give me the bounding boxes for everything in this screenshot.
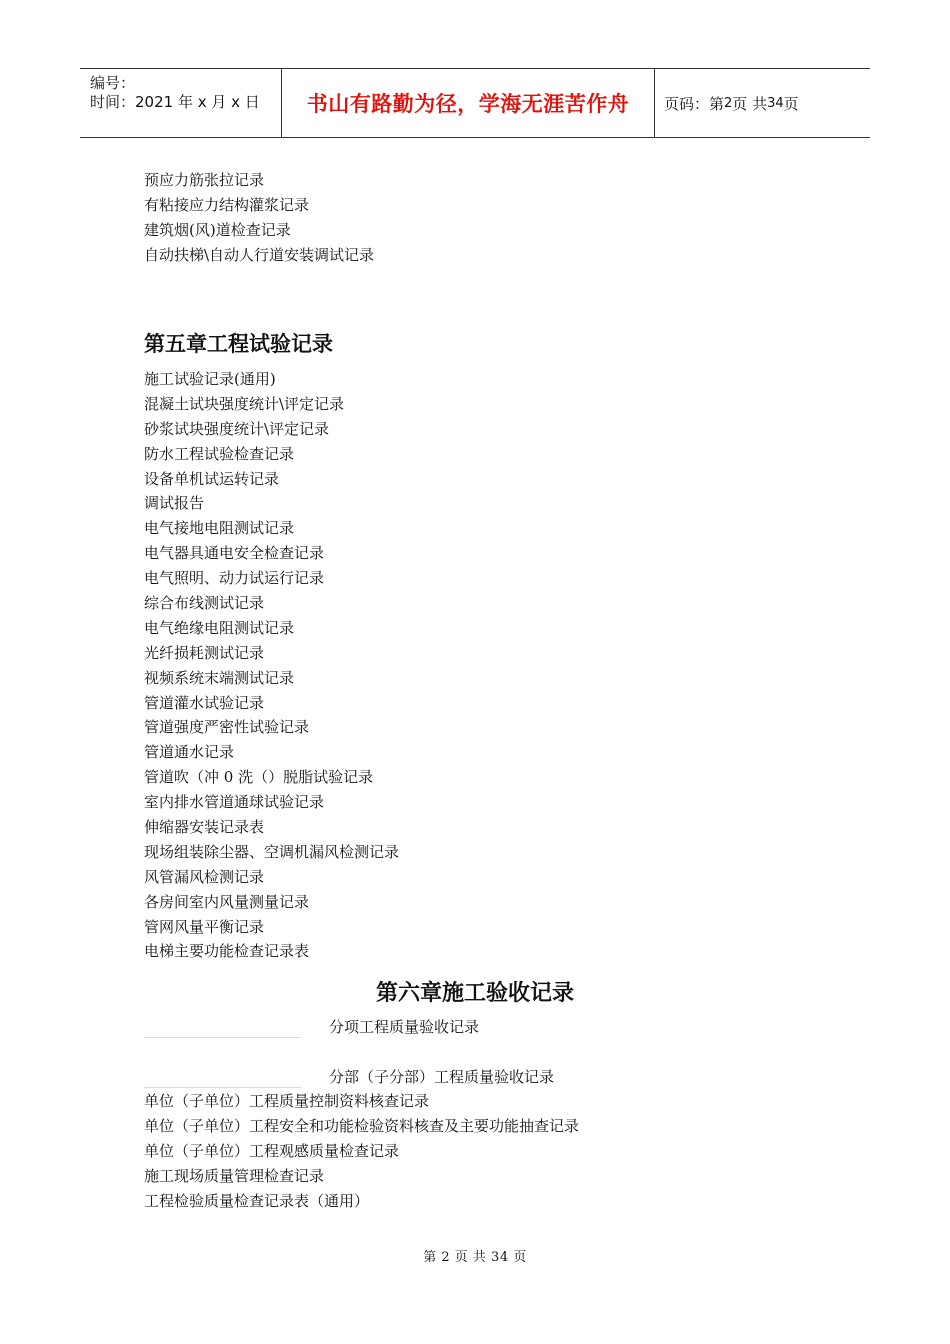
list-item: 单位（子单位）工程观感质量检查记录 <box>144 1141 400 1160</box>
page-mid: 页 共 <box>732 94 768 113</box>
time-label: 时间：2021 年 x 月 x 日 <box>90 93 260 111</box>
list-item: 砂浆试块强度统计\评定记录 <box>144 419 330 438</box>
list-item: 单位（子单位）工程质量控制资料核查记录 <box>144 1092 430 1110</box>
chapter5-list <box>144 367 399 964</box>
number-label: 编号： <box>90 74 136 92</box>
list-item: 电气接地电阻测试记录 <box>144 519 295 538</box>
list-item: 电气照明、动力试运行记录 <box>144 569 325 588</box>
list-item: 管道通水记录 <box>144 743 235 762</box>
list-item: 有粘接应力结构灌浆记录 <box>144 195 310 214</box>
page-total: 34 <box>767 95 784 111</box>
indented-item: 分部（子分部）工程质量验收记录 <box>329 1068 555 1086</box>
top-list <box>144 168 374 268</box>
list-item: 电气绝缘电阻测试记录 <box>144 618 295 637</box>
list-item: 管道强度严密性试验记录 <box>144 718 310 737</box>
list-item: 单位（子单位）工程安全和功能检验资料核查及主要功能抽查记录 <box>144 1116 580 1135</box>
list-item: 电梯主要功能检查记录表 <box>144 942 310 961</box>
list-item: 风管漏风检测记录 <box>144 867 265 886</box>
divider <box>144 1037 301 1038</box>
list-item: 工程检验质量检查记录表（通用） <box>144 1191 370 1210</box>
list-item: 管网风量平衡记录 <box>144 917 265 936</box>
motto-text: 书山有路勤为径，学海无涯苦作舟 <box>306 92 630 116</box>
list-item: 综合布线测试记录 <box>144 594 265 613</box>
list-item: 各房间室内风量测量记录 <box>144 892 310 911</box>
indented-item: 分项工程质量验收记录 <box>329 1018 480 1036</box>
list-item: 现场组装除尘器、空调机漏风检测记录 <box>144 842 400 861</box>
list-item: 设备单机试运转记录 <box>144 469 280 488</box>
list-item: 光纤损耗测试记录 <box>144 643 265 662</box>
divider <box>144 1087 301 1088</box>
list-item: 管道灌水试验记录 <box>144 693 265 712</box>
chapter6-list <box>144 1089 579 1213</box>
list-item: 施工现场质量管理检查记录 <box>144 1166 325 1185</box>
page-footer: 第 2 页 共 34 页 <box>423 1250 527 1265</box>
chapter6-title: 第六章施工验收记录 <box>375 981 574 1006</box>
list-item: 管道吹（冲 0 洗（）脱脂试验记录 <box>144 768 374 787</box>
page-suffix: 页 <box>783 94 799 113</box>
header-motto-cell <box>282 69 655 137</box>
list-item: 自动扶梯\自动人行道安装调试记录 <box>144 245 375 264</box>
chapter5-title: 第五章工程试验记录 <box>144 332 333 356</box>
list-item: 混凝土试块强度统计\评定记录 <box>144 394 345 413</box>
list-item: 建筑烟(风)道检查记录 <box>144 220 291 239</box>
list-item: 防水工程试验检查记录 <box>144 444 295 463</box>
header-page-cell <box>664 69 799 137</box>
page-prefix: 页码：第 <box>664 94 725 113</box>
list-item: 电气器具通电安全检查记录 <box>144 544 325 563</box>
list-item: 预应力筋张拉记录 <box>144 171 265 189</box>
header-info-cell <box>80 69 282 137</box>
list-item: 调试报告 <box>144 494 205 513</box>
page-header <box>80 68 870 138</box>
list-item: 室内排水管道通球试验记录 <box>144 793 325 812</box>
list-item: 伸缩器安装记录表 <box>144 818 265 837</box>
page-number: 2 <box>724 95 733 111</box>
list-item: 视频系统末端测试记录 <box>144 668 295 687</box>
list-item: 施工试验记录(通用) <box>144 370 276 388</box>
